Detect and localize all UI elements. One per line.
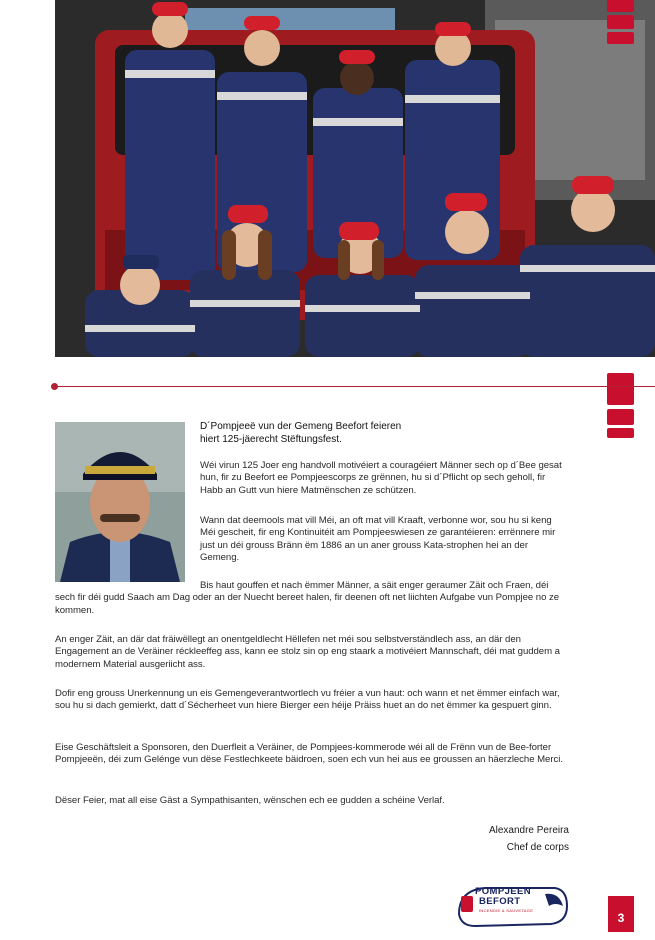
logo-line2: BEFORT [479, 896, 521, 907]
signature-name: Alexandre Pereira [488, 825, 569, 836]
portrait-photo [55, 422, 185, 582]
article-heading-line2: hiert 125-jäerecht Stëftungsfest. [200, 433, 342, 445]
page-number: 3 [608, 896, 634, 932]
pompjeen-befort-logo [455, 884, 571, 930]
article-paragraph-7: Dëser Feier, mat all eise Gäst a Sympathisanten, wënschen ech ee gudden a schéine Verlaf. [55, 795, 445, 806]
logo-subtitle: INCENDIE & SAUVETAGE [479, 908, 534, 913]
section-tab-1 [607, 0, 634, 12]
article-heading [200, 421, 580, 446]
article-paragraph-4: An enger Zäit, an där dat fräiwëllegt an onentgeldlecht Hëllefen net méi sou selbstverständlech ass, an där den Engagement an de Veräiner réckleeffeg ass, kann ee stolz sin op eng staark a motivéiert Mannschaft, déi mat guddem a modernem Material ausgeriicht ass. [55, 634, 560, 670]
article-paragraph-5: Dofir eng grouss Unerkennung un eis Gemengeverantwortlech vu fréier a vun haut: och wann et net ëmmer einfach war, sou hu si dach gemierkt, datt d´Sécherheet vun hiere Bierger een héije Präiss huet an do net ëmmer ka gespuert ginn. [55, 688, 560, 712]
article-paragraph-3: Bis haut gouffen et nach ëmmer Männer, a säit enger geraumer Zäit och Fraen, déi sech fir déi gudd Saach am Dag oder an der Nuecht bereet halen, fir deenen oft net liichten Aufgabe vun Pompjee no ze kommen. [55, 580, 560, 616]
article-heading-line1: D´Pompjeeë vun der Gemeng Beefort feieren [200, 421, 402, 432]
hero-group-photo [55, 0, 655, 357]
logo-line1: POMPJEEN [475, 886, 531, 897]
section-tab-5 [607, 428, 634, 438]
section-tab-4 [607, 409, 634, 425]
hero-photo-illustration [55, 0, 655, 357]
portrait-illustration [55, 422, 185, 582]
section-tab-active [607, 373, 634, 405]
article-paragraph-1: Wéi virun 125 Joer eng handvoll motivéiert a couragéiert Männer sech op d´Bee gesat hun, fir zu Beefort ee Pompjeescorps ze grënnen, hu si d´Pflicht op sech geholl, fir Habb an Gutt vun hiere Matmënschen ze schützen. [200, 460, 562, 496]
signature-block [489, 822, 569, 856]
article-paragraph-6: Eise Geschäftsleit a Sponsoren, den Duerfleit a Veräiner, de Pompjees-kommerode wéi all de Frënn vun de Bee-forter Pompjeeën, déi zum Gelénge vun dëse Festlechkeete bäidroen, soen ech vun hei aus ee groussen an häerzleche Merci. [55, 742, 563, 766]
article-paragraph-2: Wann dat deemools mat vill Méi, an oft mat vill Kraaft, verbonne wor, sou hu si keng Méi gescheit, fir eng Kontinuitéit am Pompjeeswiesen ze garantéieren: errënnere mir just un déi grouss Bränn ëm 1886 an un aner grouss Kata-strophen hei an der Gemeng. [200, 515, 556, 564]
section-tab-3 [607, 32, 634, 44]
section-divider [55, 386, 655, 387]
signature-title: Chef de corps [506, 842, 569, 853]
section-tab-2 [607, 15, 634, 29]
